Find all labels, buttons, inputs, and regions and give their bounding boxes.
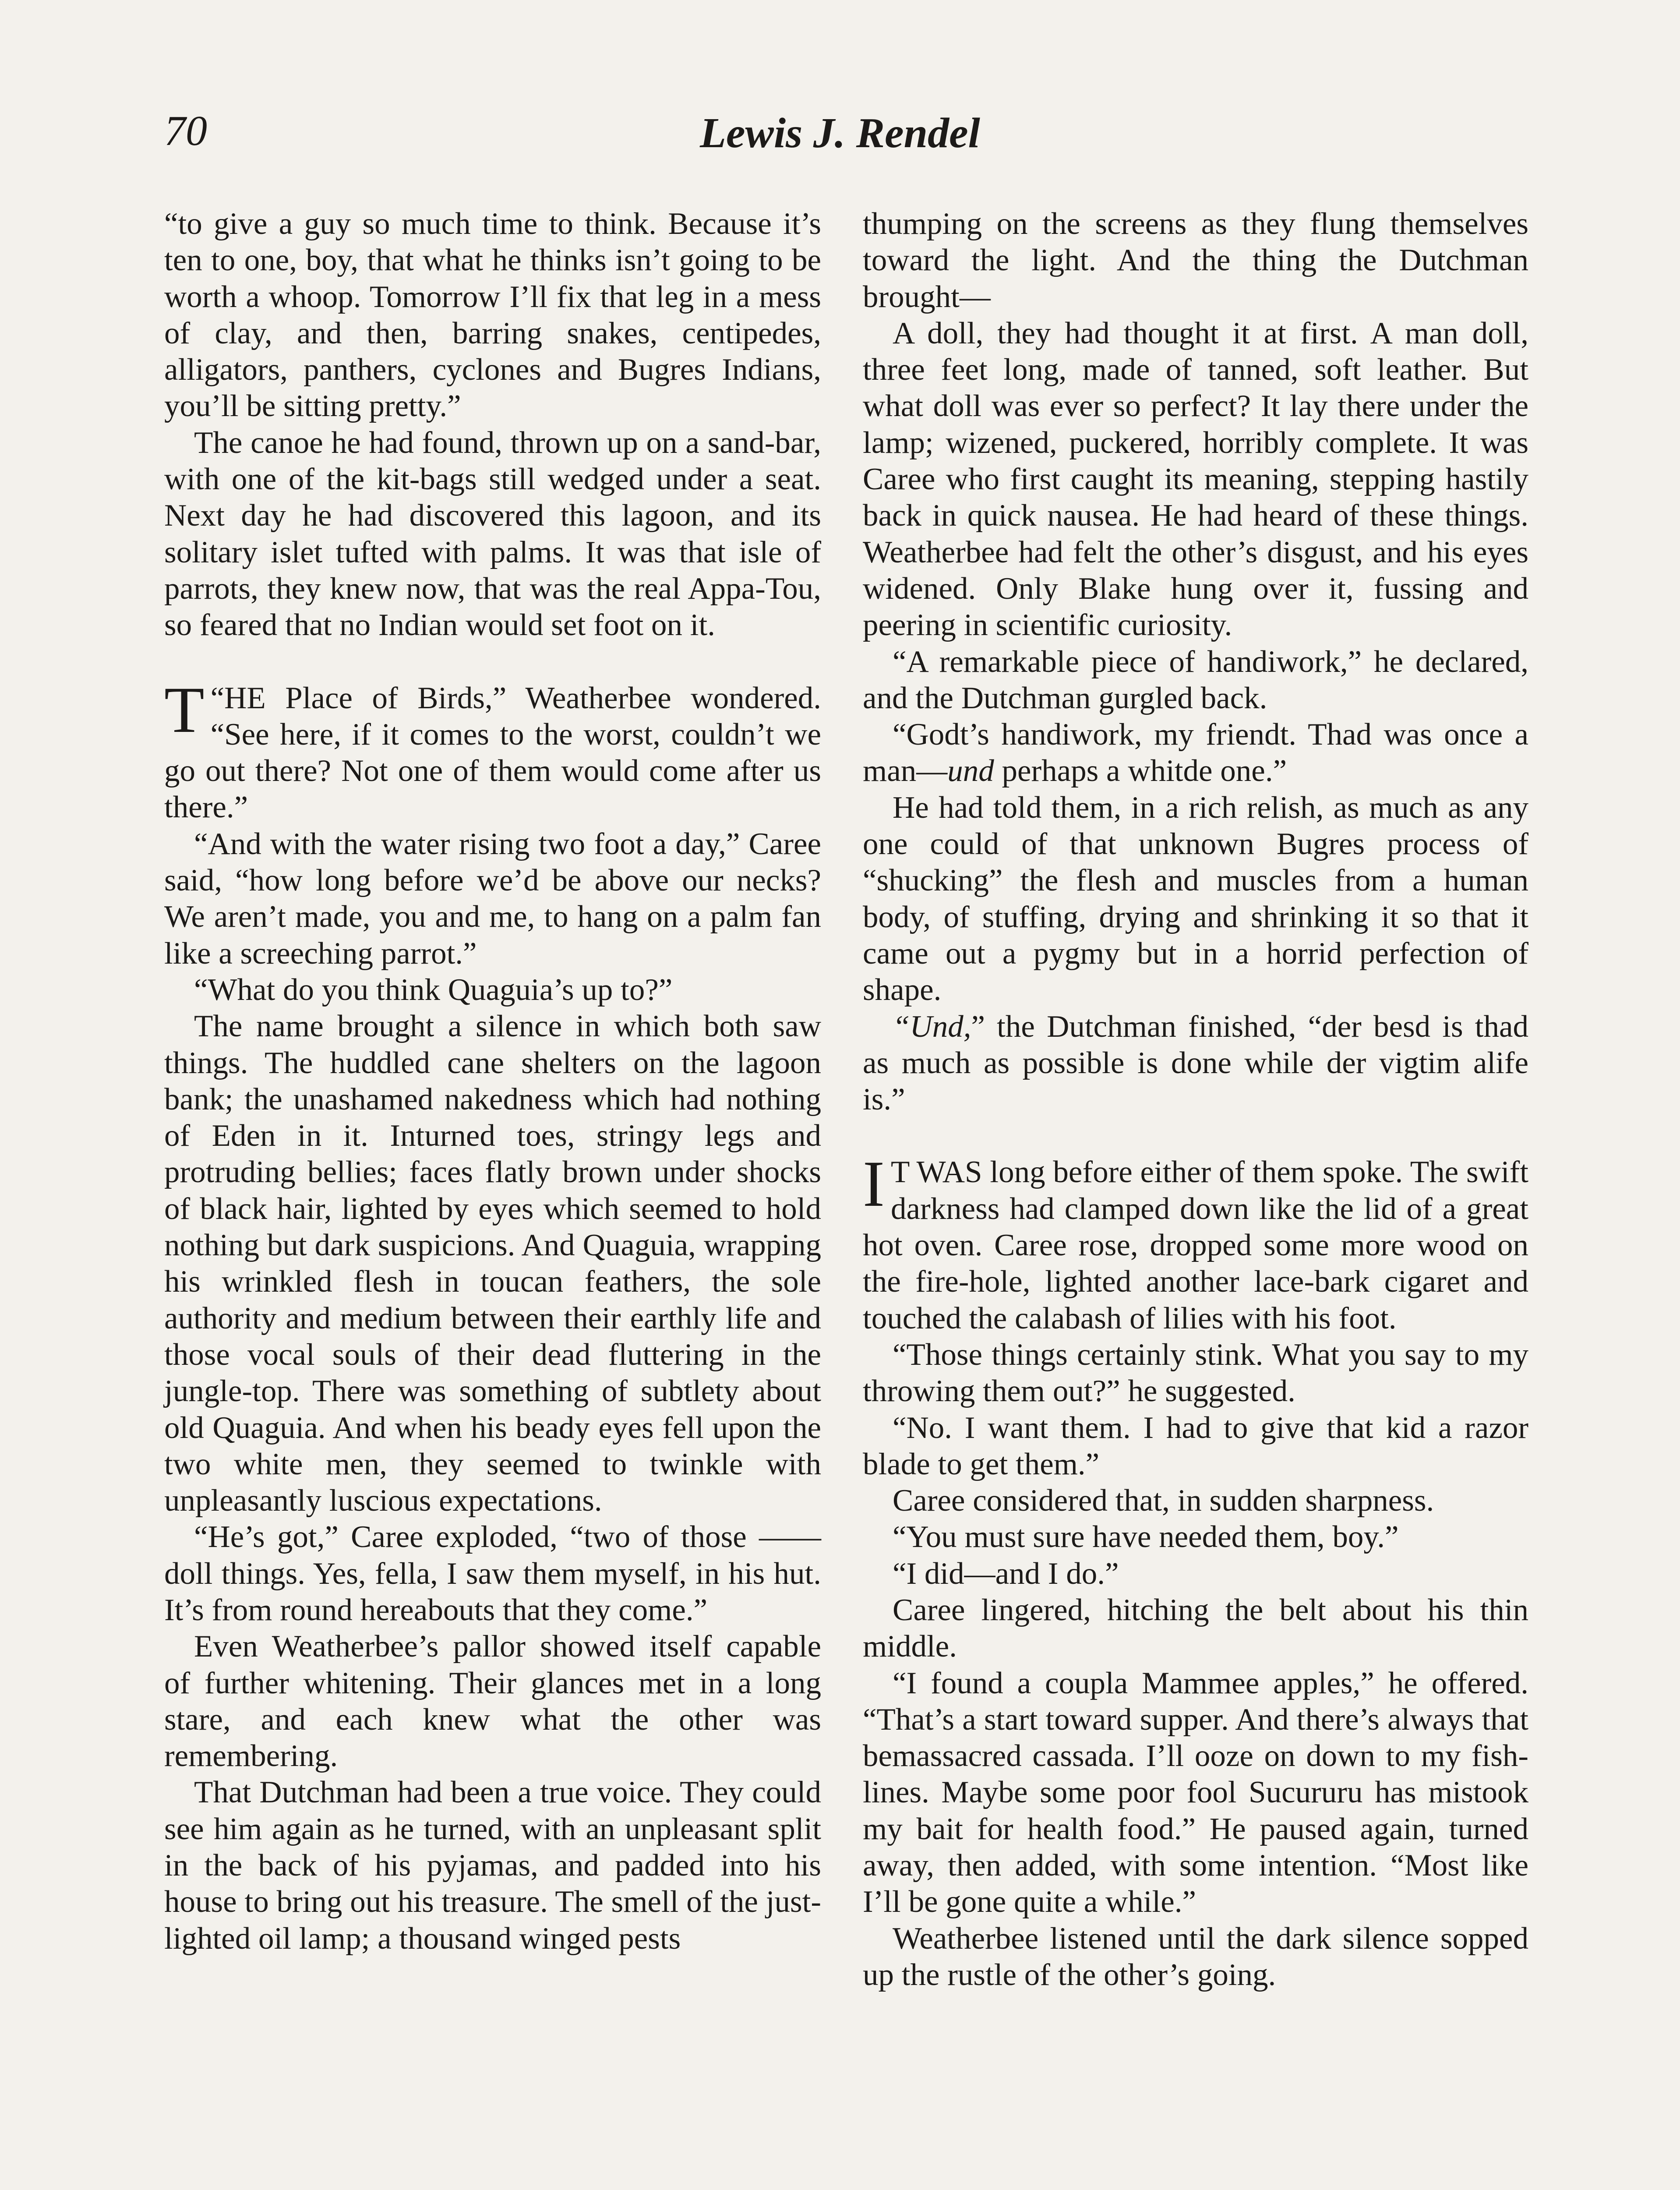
section-start-paragraph bbox=[164, 673, 821, 826]
paragraph: “A remarkable piece of handiwork,” he declared, and the Dutchman gurgled back. bbox=[863, 644, 1528, 715]
paragraph: A doll, they had thought it at first. A man doll, three feet long, made of tanned, soft leather. But what doll was ever so perfect? It lay there under the lamp; wizened, puckered, horribly complete. It was Caree who first caught its meaning, stepping hastily back in quick nausea. He had heard of these things. Weatherbee had felt the other’s disgust, and his eyes widened. Only Blake hung over it, fussing and peering in scientific curiosity. bbox=[863, 316, 1528, 643]
page-number: 70 bbox=[164, 107, 207, 155]
paragraph: The canoe he had found, thrown up on a sand-bar, with one of the kit-bags still wedged under a seat. Next day he had discovered this lagoon, and its solitary islet tufted with palms. It was that isle of parrots, they knew now, that was the real Appa-Tou, so feared that no Indian would set foot on it. bbox=[164, 425, 821, 643]
right-column bbox=[863, 206, 1528, 1993]
paragraph bbox=[863, 717, 1528, 790]
drop-cap: I bbox=[863, 1148, 885, 1221]
running-title: Lewis J. Rendel bbox=[700, 110, 980, 157]
drop-cap: T bbox=[164, 673, 205, 746]
text-run: perhaps a whitde one.” bbox=[994, 754, 1287, 788]
paragraph: “I found a coupla Mammee apples,” he offered. “That’s a start toward supper. And there’s always that bemassacred cassada. I’ll ooze on down to my fish-lines. Maybe some poor fool Sucururu has mistook my bait for health food.” He paused again, turned away, then added, with some intention. “Most like I’ll be gone quite a while.” bbox=[863, 1666, 1528, 1919]
paragraph: Caree considered that, in sudden sharpness. bbox=[893, 1484, 1434, 1518]
paragraph: thumping on the screens as they flung themselves toward the light. And the thing the Dutchman brought— bbox=[863, 207, 1528, 314]
paragraph: “No. I want them. I had to give that kid a razor blade to get them.” bbox=[863, 1410, 1528, 1481]
paragraph: “And with the water rising two foot a day,” Caree said, “how long before we’d be above our necks? We aren’t made, you and me, to hang on a palm fan like a screeching parrot.” bbox=[164, 827, 821, 971]
italic-word: “Und, bbox=[893, 1009, 971, 1044]
paragraph: That Dutchman had been a true voice. They could see him again as he turned, with an unpleasant split in the back of his pyjamas, and padded into his house to bring out his treasure. The smell of the just-lighted oil lamp; a thousand winged pests bbox=[164, 1775, 821, 1956]
paragraph: Even Weatherbee’s pallor showed itself capable of further whitening. Their glances met in a long stare, and each knew what the other was remembering. bbox=[164, 1629, 821, 1773]
left-column bbox=[164, 206, 821, 1957]
paragraph: The name brought a silence in which both saw things. The huddled cane shelters on the lagoon bank; the unashamed nakedness which had nothing of Eden in it. Inturned toes, stringy legs and protruding bellies; faces flatly brown under shocks of black hair, lighted by eyes which seemed to hold nothing but dark suspicions. And Quaguia, wrapping his wrinkled flesh in toucan feathers, the sole authority and medium between their earthly life and those vocal souls of their dead fluttering in the jungle-top. There was something of subtlety about old Quaguia. And when his beady eyes fell upon the two white men, they seemed to twinkle with unpleasantly luscious expectations. bbox=[164, 1009, 821, 1518]
paragraph: Caree lingered, hitching the belt about his thin middle. bbox=[863, 1593, 1528, 1664]
section-text: T WAS long before either of them spoke. The swift darkness had clamped down like the lid of a great hot oven. Caree rose, dropped some more wood on the fire-hole, lighted another lace-bark cigaret and touched the calabash of lilies with his foot. bbox=[863, 1155, 1528, 1335]
section-text: HE Place of Birds,” Weatherbee wondered. “See here, if it comes to the worst, couldn’t we go out there? Not one of them would come after us there.” bbox=[164, 681, 821, 825]
paragraph: “You must sure have needed them, boy.” bbox=[893, 1520, 1399, 1554]
open-quote: “ bbox=[210, 681, 225, 715]
paragraph: “Those things certainly stink. What you say to my throwing them out?” he suggested. bbox=[863, 1337, 1528, 1409]
text-run: ” the Dutchman finished, “der besd is thad as much as possible is done while der vigtim alife is.” bbox=[863, 1009, 1528, 1117]
text-run: “Godt’s handiwork, my friendt. Thad was once a man— bbox=[863, 717, 1528, 788]
paragraph: Weatherbee listened until the dark silence sopped up the rustle of the other’s going. bbox=[863, 1921, 1528, 1992]
paragraph: “He’s got,” Caree exploded, “two of those —— doll things. Yes, fella, I saw them myself, in his hut. It’s from round hereabouts that they come.” bbox=[164, 1520, 821, 1627]
paragraph: “to give a guy so much time to think. Because it’s ten to one, boy, that what he thinks isn’t going to be worth a whoop. Tomorrow I’ll fix that leg in a mess of clay, and then, barring snakes, centipedes, alligators, panthers, cyclones and Bugres Indians, you’ll be sitting pretty.” bbox=[164, 207, 821, 424]
paragraph: “What do you think Quaguia’s up to?” bbox=[194, 972, 673, 1007]
paragraph bbox=[863, 1009, 1528, 1118]
section-start-paragraph bbox=[863, 1148, 1528, 1336]
paragraph: “I did—and I do.” bbox=[893, 1556, 1119, 1591]
paragraph: He had told them, in a rich relish, as much as any one could of that unknown Bugres process of “shucking” the flesh and muscles from a human body, of stuffing, drying and shrinking it so that it came out a pygmy but in a horrid perfection of shape. bbox=[863, 790, 1528, 1007]
italic-word: und bbox=[947, 754, 994, 788]
